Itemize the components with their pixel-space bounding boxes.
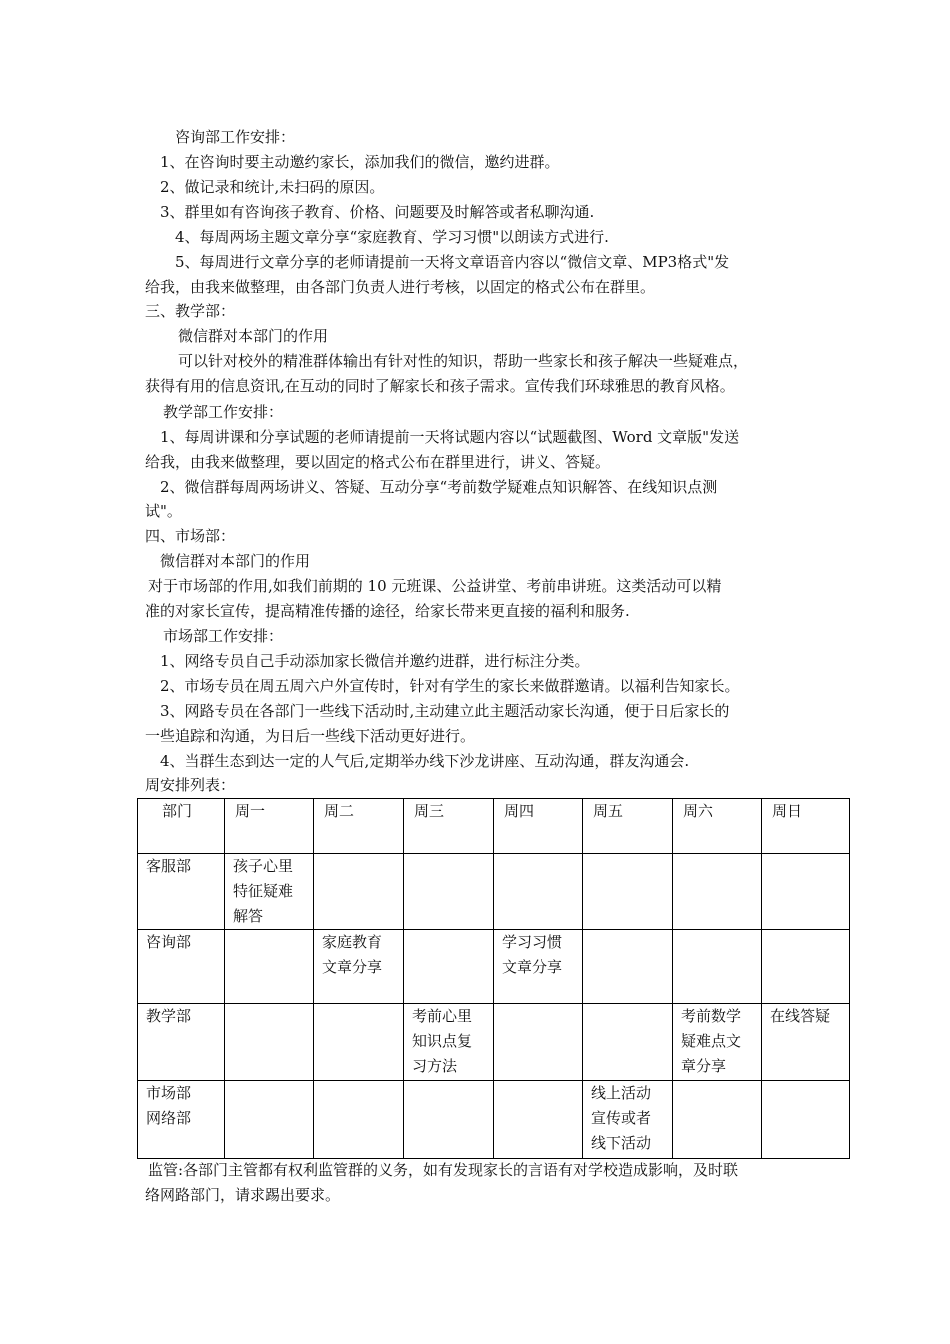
header-cell-fri: 周五 bbox=[583, 799, 673, 854]
table-cell bbox=[494, 1081, 583, 1159]
table-cell: 市场部 网络部 bbox=[138, 1081, 225, 1159]
table-cell: 教学部 bbox=[138, 1004, 225, 1081]
table-cell bbox=[762, 930, 850, 1004]
teaching-item-1: 1、每周讲课和分享试题的老师请提前一天将试题内容以“试题截图、Word 文章版"发送 bbox=[160, 428, 740, 446]
table-cell: 孩子心里 特征疑难 解答 bbox=[225, 854, 314, 930]
table-cell bbox=[225, 1004, 314, 1081]
teaching-item-1-cont: 给我，由我来做整理，要以固定的格式公布在群里进行，讲义、答疑。 bbox=[145, 453, 611, 471]
consult-item-1: 1、在咨询时要主动邀约家长，添加我们的微信，邀约进群。 bbox=[160, 153, 560, 171]
consult-work-heading: 咨询部工作安排： bbox=[175, 128, 296, 146]
teaching-role-heading: 微信群对本部门的作用 bbox=[178, 327, 329, 345]
table-cell bbox=[314, 1004, 404, 1081]
table-cell: 考前数学 疑难点文 章分享 bbox=[673, 1004, 762, 1081]
consult-item-5-cont: 给我，由我来做整理，由各部门负责人进行考核，以固定的格式公布在群里。 bbox=[145, 278, 656, 296]
table-cell bbox=[673, 854, 762, 930]
table-row bbox=[138, 1004, 850, 1081]
market-role-line-2: 准的对家长宣传，提高精准传播的途径，给家长带来更直接的福利和服务. bbox=[145, 602, 630, 620]
table-cell bbox=[314, 854, 404, 930]
table-row bbox=[138, 1081, 850, 1159]
supervision-line-2: 络网路部门，请求踢出要求。 bbox=[145, 1186, 341, 1204]
table-cell bbox=[404, 930, 494, 1004]
table-cell: 咨询部 bbox=[138, 930, 225, 1004]
consult-item-2: 2、做记录和统计,未扫码的原因。 bbox=[160, 178, 385, 196]
header-cell-wed: 周三 bbox=[404, 799, 494, 854]
market-item-2: 2、市场专员在周五周六户外宣传时，针对有学生的家长来做群邀请。以福利告知家长。 bbox=[160, 677, 740, 695]
table-cell: 家庭教育 文章分享 bbox=[314, 930, 404, 1004]
teaching-item-2: 2、微信群每周两场讲义、答疑、互动分享“考前数学疑难点知识解答、在线知识点测 bbox=[160, 478, 718, 496]
table-cell bbox=[673, 1081, 762, 1159]
table-header-row bbox=[138, 799, 850, 854]
market-section-title: 四、市场部： bbox=[145, 527, 236, 545]
table-cell bbox=[404, 854, 494, 930]
weekly-schedule-table bbox=[137, 798, 850, 1159]
table-cell bbox=[404, 1081, 494, 1159]
header-cell-sat: 周六 bbox=[673, 799, 762, 854]
table-cell bbox=[762, 854, 850, 930]
consult-item-5: 5、每周进行文章分享的老师请提前一天将文章语音内容以“微信文章、MP3格式"发 bbox=[175, 253, 730, 271]
header-cell-tue: 周二 bbox=[314, 799, 404, 854]
market-item-1: 1、网络专员自己手动添加家长微信并邀约进群，进行标注分类。 bbox=[160, 652, 590, 670]
supervision-line-1: 监管:各部门主管都有权利监管群的义务，如有发现家长的言语有对学校造成影响，及时联 bbox=[148, 1161, 739, 1179]
market-work-heading: 市场部工作安排： bbox=[163, 627, 284, 645]
table-cell bbox=[583, 1004, 673, 1081]
table-row bbox=[138, 854, 850, 930]
table-cell bbox=[762, 1081, 850, 1159]
table-row bbox=[138, 930, 850, 1004]
market-item-3-cont: 一些追踪和沟通，为日后一些线下活动更好进行。 bbox=[145, 727, 476, 745]
market-role-line-1: 对于市场部的作用,如我们前期的 10 元班课、公益讲堂、考前串讲班。这类活动可以精 bbox=[148, 577, 722, 595]
header-cell-dept: 部门 bbox=[138, 799, 225, 854]
consult-item-4: 4、每周两场主题文章分享“家庭教育、学习习惯"以朗读方式进行. bbox=[175, 228, 609, 246]
table-cell bbox=[225, 930, 314, 1004]
table-cell bbox=[583, 930, 673, 1004]
market-item-4: 4、当群生态到达一定的人气后,定期举办线下沙龙讲座、互动沟通，群友沟通会. bbox=[160, 752, 690, 770]
market-role-heading: 微信群对本部门的作用 bbox=[160, 552, 311, 570]
table-cell bbox=[494, 854, 583, 930]
table-cell: 学习习惯 文章分享 bbox=[494, 930, 583, 1004]
teaching-section-title: 三、教学部： bbox=[145, 302, 236, 320]
table-cell: 线上活动 宣传或者 线下活动 bbox=[583, 1081, 673, 1159]
table-cell bbox=[673, 930, 762, 1004]
table-cell bbox=[583, 854, 673, 930]
table-cell: 在线答疑 bbox=[762, 1004, 850, 1081]
schedule-heading: 周安排列表： bbox=[145, 776, 236, 794]
teaching-role-line-1: 可以针对校外的精准群体输出有针对性的知识，帮助一些家长和孩子解决一些疑难点， bbox=[178, 352, 749, 370]
table-cell bbox=[314, 1081, 404, 1159]
table-cell: 考前心里 知识点复 习方法 bbox=[404, 1004, 494, 1081]
table-cell bbox=[225, 1081, 314, 1159]
market-item-3: 3、网路专员在各部门一些线下活动时,主动建立此主题活动家长沟通，便于日后家长的 bbox=[160, 702, 730, 720]
header-cell-mon: 周一 bbox=[225, 799, 314, 854]
header-cell-thu: 周四 bbox=[494, 799, 583, 854]
table-cell bbox=[494, 1004, 583, 1081]
teaching-work-heading: 教学部工作安排： bbox=[163, 403, 284, 421]
teaching-item-2-cont: 试"。 bbox=[145, 502, 182, 520]
teaching-role-line-2: 获得有用的信息资讯,在互动的同时了解家长和孩子需求。宣传我们环球雅思的教育风格。 bbox=[145, 377, 735, 395]
consult-item-3: 3、群里如有咨询孩子教育、价格、问题要及时解答或者私聊沟通. bbox=[160, 203, 595, 221]
table-cell: 客服部 bbox=[138, 854, 225, 930]
header-cell-sun: 周日 bbox=[762, 799, 850, 854]
